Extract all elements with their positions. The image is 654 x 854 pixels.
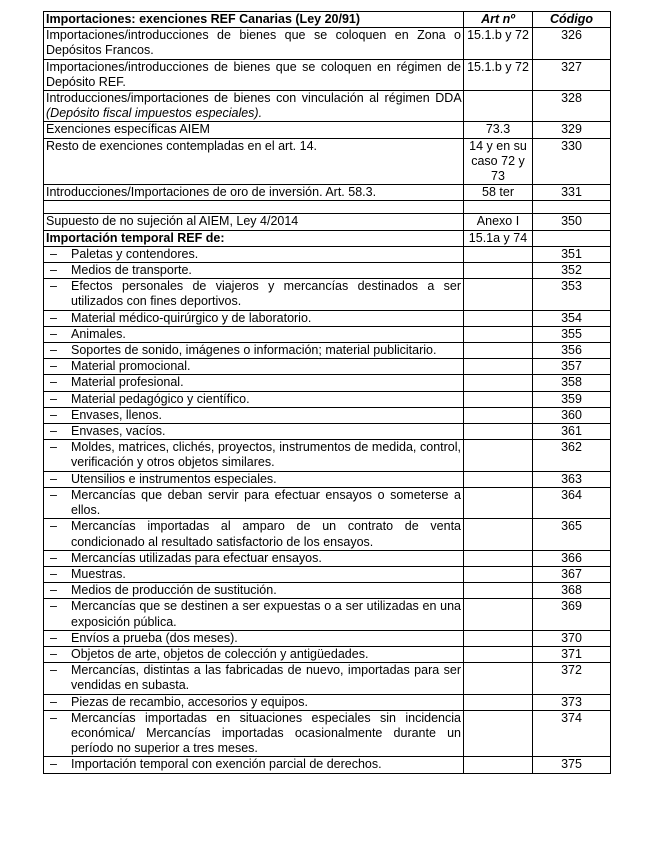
temporal-item-desc [44,694,464,710]
empty-cell [464,663,533,694]
temporal-item-bullet [47,343,461,358]
temporal-item-bullet [47,567,461,582]
temporal-item-row [44,663,611,694]
temporal-item-desc [44,407,464,423]
empty-cell [464,440,533,471]
temporal-item-row [44,359,611,375]
temporal-item-desc [44,487,464,518]
dash-bullet: – [50,310,57,325]
temporal-item-row [44,279,611,310]
row-code: 327 [533,59,611,90]
empty-cell [464,694,533,710]
temporal-item-code: 360 [533,407,611,423]
temporal-item-desc [44,646,464,662]
temporal-item-row [44,407,611,423]
temporal-item-text: Material médico-quirúrgico y de laboratorio. [71,310,312,325]
dash-bullet: – [50,630,57,645]
temporal-item-code: 359 [533,391,611,407]
temporal-item-code: 353 [533,279,611,310]
empty-cell [533,201,611,214]
dash-bullet: – [50,757,57,772]
dash-bullet: – [50,710,57,725]
empty-cell [464,391,533,407]
dash-bullet: – [50,566,57,581]
header-title: Importaciones: exenciones REF Canarias (Ley 20/91) [44,12,464,28]
dash-bullet: – [50,326,57,341]
temporal-item-text: Mercancías que deban servir para efectuar ensayos o someterse a ellos. [71,487,461,518]
temporal-item-text: Mercancías utilizadas para efectuar ensayos. [71,550,322,565]
row-art: 15.1.b y 72 [464,59,533,90]
row-desc: Supuesto de no sujeción al AIEM, Ley 4/2014 [44,214,464,230]
temporal-item-code: 366 [533,550,611,566]
temporal-item-desc [44,246,464,262]
temporal-item-text: Medios de transporte. [71,263,192,278]
dash-bullet: – [50,375,57,390]
temporal-item-bullet [47,711,461,757]
temporal-item-desc [44,599,464,630]
temporal-item-code: 363 [533,471,611,487]
row-code: 350 [533,214,611,230]
temporal-item-row [44,440,611,471]
temporal-item-text: Envases, vacíos. [71,424,166,439]
empty-cell [464,487,533,518]
temporal-item-code: 365 [533,519,611,550]
temporal-item-bullet [47,519,461,549]
temporal-item-text: Objetos de arte, objetos de colección y antigüedades. [71,646,369,661]
row-desc: Exenciones específicas AIEM [44,122,464,138]
temporal-item-text: Muestras. [71,566,126,581]
temporal-item-code: 352 [533,263,611,279]
temporal-item-code: 374 [533,710,611,757]
temporal-item-code: 351 [533,246,611,262]
temporal-item-bullet [47,263,461,278]
temporal-item-bullet [47,424,461,439]
temporal-item-text: Utensilios e instrumentos especiales. [71,471,277,486]
temporal-header-art: 15.1a y 74 [464,230,533,246]
table-row [44,185,611,201]
row-code: 326 [533,28,611,59]
temporal-item-desc [44,630,464,646]
header-code: Código [533,12,611,28]
dash-bullet: – [50,583,57,598]
temporal-item-row [44,310,611,326]
temporal-item-bullet [47,327,461,342]
table-row [44,138,611,185]
temporal-item-desc [44,343,464,359]
temporal-item-desc [44,391,464,407]
temporal-item-row [44,487,611,518]
temporal-item-row [44,646,611,662]
empty-cell [464,550,533,566]
empty-cell [464,424,533,440]
temporal-item-bullet [47,757,461,772]
empty-cell [533,230,611,246]
temporal-item-text: Medios de producción de sustitución. [71,583,277,598]
header-row [44,12,611,28]
temporal-item-code: 364 [533,487,611,518]
empty-row [44,201,611,214]
temporal-item-text: Mercancías que se destinen a ser expuestas o a ser utilizadas en una exposición pública. [71,599,461,629]
empty-cell [464,710,533,757]
dash-bullet: – [50,694,57,709]
temporal-item-desc [44,279,464,310]
temporal-item-bullet [47,472,461,487]
dash-bullet: – [50,279,57,294]
temporal-item-text: Mercancías, distintas a las fabricadas de nuevo, importadas para ser vendidas en subasta. [71,663,461,693]
temporal-item-code: 368 [533,583,611,599]
header-art: Art nº [464,12,533,28]
temporal-item-bullet [47,488,461,518]
temporal-item-desc [44,326,464,342]
temporal-item-row [44,263,611,279]
row-desc-italic: (Depósito fiscal impuestos especiales). [46,106,263,121]
temporal-item-desc [44,375,464,391]
row-desc [44,91,464,122]
row-art [464,91,533,122]
empty-cell [464,279,533,310]
temporal-item-desc [44,359,464,375]
empty-cell [464,599,533,630]
temporal-item-row [44,694,611,710]
dash-bullet: – [50,550,57,565]
temporal-item-code: 375 [533,757,611,773]
temporal-item-row [44,424,611,440]
temporal-item-row [44,246,611,262]
dash-bullet: – [50,663,57,678]
empty-cell [464,263,533,279]
temporal-item-text: Material profesional. [71,375,184,390]
temporal-item-desc [44,424,464,440]
temporal-item-text: Envases, llenos. [71,407,163,422]
temporal-item-row [44,710,611,757]
dash-bullet: – [50,487,57,502]
temporal-item-bullet [47,583,461,598]
row-code: 328 [533,91,611,122]
empty-cell [464,310,533,326]
row-desc: Resto de exenciones contempladas en el art. 14. [44,138,464,185]
temporal-item-bullet [47,440,461,470]
temporal-item-text: Importación temporal con exención parcial de derechos. [71,757,382,772]
table-row [44,59,611,90]
temporal-item-text: Mercancías importadas al amparo de un contrato de venta condicionado al resultado satisfactorio de los ensayos. [71,519,461,549]
temporal-item-desc [44,440,464,471]
temporal-item-code: 362 [533,440,611,471]
temporal-item-code: 361 [533,424,611,440]
temporal-item-code: 371 [533,646,611,662]
temporal-item-code: 370 [533,630,611,646]
temporal-item-code: 355 [533,326,611,342]
temporal-item-code: 358 [533,375,611,391]
dash-bullet: – [50,263,57,278]
row-desc: Importaciones/introducciones de bienes que se coloquen en régimen de Depósito REF. [44,59,464,90]
temporal-item-desc [44,310,464,326]
row-art: 14 y en su caso 72 y 73 [464,138,533,185]
dash-bullet: – [50,424,57,439]
temporal-item-bullet [47,647,461,662]
temporal-item-desc [44,519,464,550]
temporal-item-text: Paletas y contendores. [71,246,199,261]
row-art: 58 ter [464,185,533,201]
row-desc: Introducciones/Importaciones de oro de inversión. Art. 58.3. [44,185,464,201]
temporal-item-code: 356 [533,343,611,359]
temporal-item-bullet [47,631,461,646]
temporal-item-text: Animales. [71,326,126,341]
table-row [44,91,611,122]
temporal-item-text: Envíos a prueba (dos meses). [71,630,238,645]
row-code: 330 [533,138,611,185]
dash-bullet: – [50,440,57,455]
temporal-header-label: Importación temporal REF de: [44,230,464,246]
row-desc: Importaciones/introducciones de bienes que se coloquen en Zona o Depósitos Francos. [44,28,464,59]
temporal-item-row [44,519,611,550]
temporal-item-code: 354 [533,310,611,326]
temporal-item-desc [44,263,464,279]
temporal-item-bullet [47,663,461,693]
temporal-item-bullet [47,551,461,566]
temporal-item-desc [44,663,464,694]
empty-cell [464,407,533,423]
temporal-item-bullet [47,311,461,326]
dash-bullet: – [50,343,57,358]
row-art: Anexo I [464,214,533,230]
temporal-item-row [44,375,611,391]
row-art: 73.3 [464,122,533,138]
empty-cell [464,646,533,662]
exemptions-table [43,11,611,774]
temporal-item-bullet [47,375,461,390]
row-desc-text: Introducciones/importaciones de bienes con vinculación al régimen DDA [46,91,461,106]
row-code: 329 [533,122,611,138]
temporal-item-row [44,391,611,407]
temporal-item-row [44,566,611,582]
empty-cell [464,566,533,582]
temporal-item-desc [44,471,464,487]
temporal-item-text: Efectos personales de viajeros y mercancías destinados a ser utilizados con fines deportivos. [71,279,461,309]
empty-cell [464,246,533,262]
temporal-item-text: Soportes de sonido, imágenes o información; material publicitario. [71,343,437,358]
empty-cell [464,375,533,391]
temporal-item-bullet [47,392,461,407]
temporal-item-desc [44,550,464,566]
empty-cell [464,343,533,359]
temporal-item-code: 369 [533,599,611,630]
row-code: 331 [533,185,611,201]
dash-bullet: – [50,407,57,422]
dash-bullet: – [50,391,57,406]
dash-bullet: – [50,471,57,486]
temporal-header-row [44,230,611,246]
temporal-item-bullet [47,408,461,423]
temporal-item-desc [44,566,464,582]
empty-cell [464,471,533,487]
temporal-item-bullet [47,695,461,710]
temporal-item-code: 373 [533,694,611,710]
temporal-items [44,246,611,773]
empty-cell [44,201,464,214]
temporal-item-bullet [47,599,461,629]
temporal-item-code: 357 [533,359,611,375]
table-row [44,214,611,230]
dash-bullet: – [50,646,57,661]
empty-cell [464,583,533,599]
temporal-item-text: Material promocional. [71,359,191,374]
temporal-item-text: Moldes, matrices, clichés, proyectos, instrumentos de medida, control, verificación y otros objetos similares. [71,440,461,470]
temporal-item-desc [44,583,464,599]
dash-bullet: – [50,519,57,534]
temporal-item-row [44,583,611,599]
temporal-item-code: 372 [533,663,611,694]
row-art: 15.1.b y 72 [464,28,533,59]
temporal-item-text: Piezas de recambio, accesorios y equipos. [71,694,308,709]
dash-bullet: – [50,246,57,261]
dash-bullet: – [50,359,57,374]
temporal-item-row [44,471,611,487]
temporal-item-text: Mercancías importadas en situaciones especiales sin incidencia económica/ Mercancías importadas ocasionalmente durante un período no superior a tres meses. [71,710,461,756]
dash-bullet: – [50,599,57,614]
temporal-item-desc [44,757,464,773]
table-row [44,122,611,138]
temporal-item-bullet [47,359,461,374]
empty-cell [464,359,533,375]
empty-cell [464,630,533,646]
temporal-item-code: 367 [533,566,611,582]
temporal-item-text: Material pedagógico y científico. [71,391,250,406]
temporal-item-bullet [47,247,461,262]
temporal-item-row [44,757,611,773]
temporal-item-row [44,343,611,359]
temporal-item-row [44,550,611,566]
temporal-item-row [44,599,611,630]
temporal-item-desc [44,710,464,757]
empty-cell [464,326,533,342]
empty-cell [464,757,533,773]
empty-cell [464,201,533,214]
temporal-item-row [44,630,611,646]
table-row [44,28,611,59]
temporal-item-row [44,326,611,342]
temporal-item-bullet [47,279,461,309]
empty-cell [464,519,533,550]
